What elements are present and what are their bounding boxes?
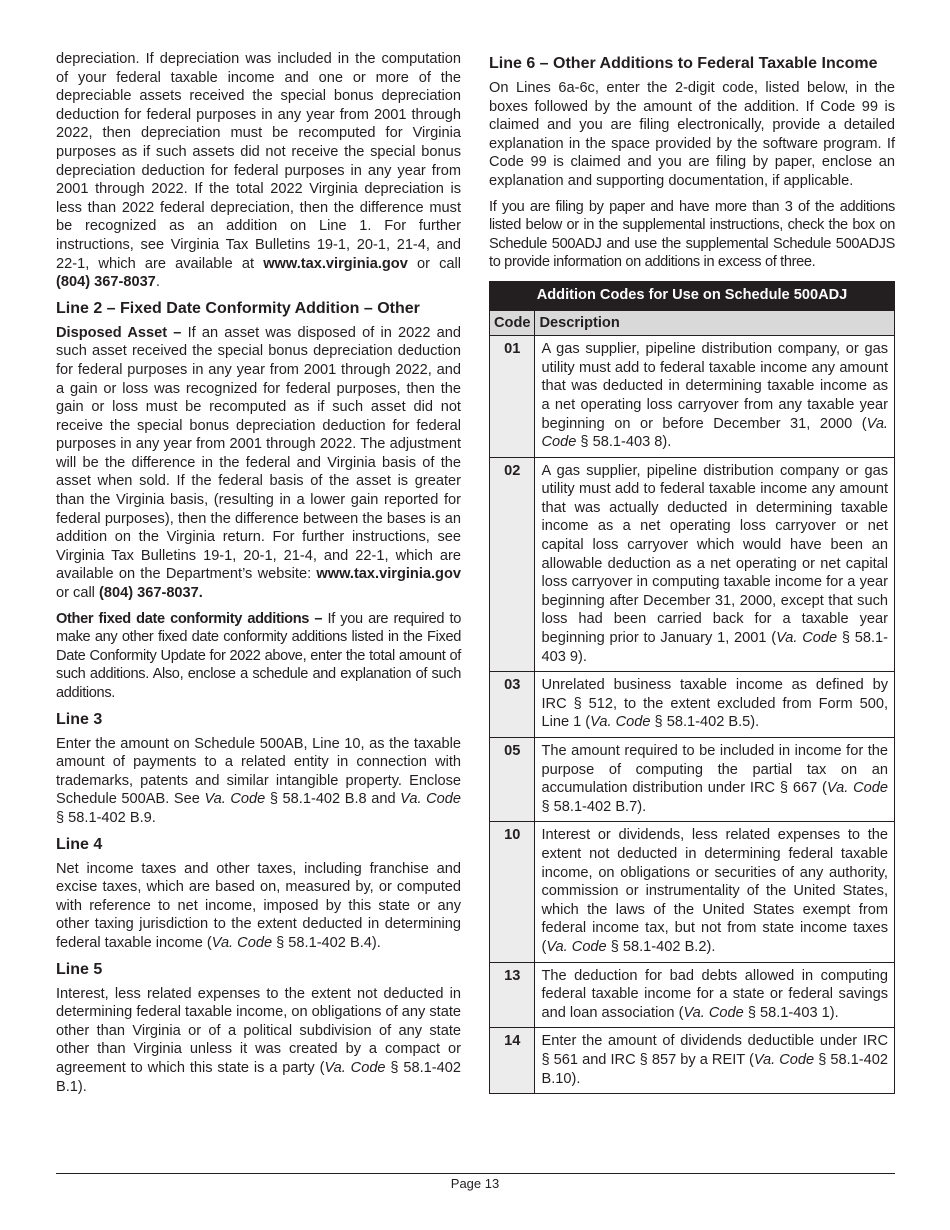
table-row [490,962,895,1028]
table-row [490,457,895,672]
addition-description: Unrelated business taxable income as defined by IRC § 512, to the extent excluded from Form 500, Line 1 (Va. Code § 58.1-402 B.5). [535,672,895,738]
addition-code: 13 [490,962,535,1028]
addition-description: A gas supplier, pipeline distribution company, or gas utility must add to federal taxable income any amount that was deducted in determining taxable income as a net operating loss carryover from any taxable year beginning on or before December 31, 2000 (Va. Code § 58.1-403 8). [535,336,895,458]
line6-heading: Line 6 – Other Additions to Federal Taxable Income [489,55,878,72]
line3-heading: Line 3 [56,710,103,728]
other-fixed-date-paragraph: Other fixed date conformity additions – If you are required to make any other fixed date conformity additions listed in the Fixed Date Conformity Update for 2022 above, enter the total amount of such additions. Also, enclose a schedule and explanation of such additions. [56,610,462,701]
table-caption: Addition Codes for Use on Schedule 500ADJ [490,281,895,310]
code-column-header: Code [490,310,535,336]
table-row [490,1028,895,1094]
line6-paper-filing-paragraph: If you are filing by paper and have more than 3 of the additions listed below or in the supplemental instructions, check the box on Schedule 500ADJ and use the supplemental Schedule 500ADJS to provide information on additions in excess of three. [489,198,895,271]
addition-description: Interest or dividends, less related expenses to the extent not deducted in determining federal taxable income, on obligations or securities of any authority, commission or instrumentality of the United States, which the laws of the United States exempt from federal income tax, but not from state income taxes (Va. Code § 58.1-402 B.2). [535,822,895,962]
addition-description: The deduction for bad debts allowed in computing federal taxable income for a state or federal savings and loan association (Va. Code § 58.1-403 1). [535,962,895,1028]
table-row [490,336,895,458]
table-row [490,672,895,738]
page-number: Page 13 [450,1176,500,1191]
addition-code: 05 [490,738,535,822]
addition-code: 14 [490,1028,535,1094]
addition-code: 10 [490,822,535,962]
table-body [490,310,895,1094]
addition-code: 03 [490,672,535,738]
line4-heading: Line 4 [56,835,103,853]
line2-heading: Line 2 – Fixed Date Conformity Addition – Other [56,299,420,317]
line3-paragraph: Enter the amount on Schedule 500AB, Line 10, as the taxable amount of payments to a related entity in connection with trademarks, patents and similar intangible property. Enclose Schedule 500AB. See Va. Code § 58.1-402 B.8 and Va. Code § 58.1-402 B.9. [56,735,462,826]
line6-instructions-paragraph: On Lines 6a-6c, enter the 2-digit code, listed below, in the boxes followed by the amount of the addition. If Code 99 is claimed and you are filing electronically, provide a detailed explanation in the space provided by the software program. If Code 99 is claimed and you are filing by paper, enclose an explanation and supporting documentation, if applicable. [489,80,895,189]
line4-paragraph: Net income taxes and other taxes, including franchise and excise taxes, which are based on, measured by, or computed with reference to net income, imposed by this state or any other taxing jurisdiction to the extent deducted in determining federal taxable income (Va. Code § 58.1-402 B.4). [56,860,461,951]
right-column [489,50,895,1094]
footer-divider [56,1173,895,1174]
addition-description: The amount required to be included in income for the purpose of computing the partial tax on an accumulation distribution under IRC § 667 (Va. Code § 58.1-402 B.7). [535,738,895,822]
table-row [490,738,895,822]
line5-paragraph: Interest, less related expenses to the extent not deducted in determining federal taxable income, on obligations of any state other than Virginia or of a political subdivision of any state other than Virginia unless it was created by a compact or agreement to which this state is a party (Va. Code § 58.1-402 B.1). [56,985,462,1095]
addition-description: A gas supplier, pipeline distribution company or gas utility must add to federal taxable income any amount that was actually deducted in determining taxable income as a net operating loss carryover or net capital loss carryover which would have been an allowable deduction as a net operating or net capital loss carryover in computing taxable income for a year beginning after December 31, 2000, except that such loss had been carried back for a taxable year beginning prior to January 1, 2001 (Va. Code § 58.1-403 9). [535,457,895,672]
line5-heading: Line 5 [56,960,103,978]
left-column [56,50,461,1103]
addition-code: 01 [490,336,535,458]
table-row [490,822,895,962]
description-column-header: Description [535,310,895,336]
addition-description: Enter the amount of dividends deductible under IRC § 561 and IRC § 857 by a REIT (Va. Code § 58.1-402 B.10). [535,1028,895,1094]
depreciation-paragraph: depreciation. If depreciation was included in the computation of your federal taxable income and one or more of the depreciable assets received the special bonus depreciation deduction for federal purposes in any year from 2001 through 2022, then depreciation must be recomputed for Virginia purposes as if such assets did not receive the special bonus depreciation deduction for federal purposes in any year from 2001 through 2022. If the total 2022 Virginia depreciation is less than 2022 federal depreciation, then the difference must be recognized as an addition on Line 1. For further instructions, see Virginia Tax Bulletins 19-1, 20-1, 21-4, and 22-1, which are available at www.tax.virginia.gov or call (804) 367-8037. [56,51,462,291]
disposed-asset-paragraph: Disposed Asset – If an asset was disposed of in 2022 and such asset received the special bonus depreciation deduction for federal purposes in any year from 2001 through 2022, and a gain or loss was recognized for federal purposes, then the gain or loss must be recomputed as if such asset did not receive the special bonus depreciation deduction for federal purposes in any year from 2001 through 2022. The adjustment will be the difference in the federal and Virginia basis of the asset when sold. If the federal basis of the asset is greater than the Virginia basis, (resulting in a lower gain reported for federal purposes), then the difference between the bases is an addition on the Virginia return. For further instructions, see Virginia Tax Bulletins 19-1, 20-1, 21-4, and 22-1, which are available on the Department’s website: www.tax.virginia.gov or call (804) 367-8037. [56,324,461,602]
addition-code: 02 [490,457,535,672]
addition-codes-table [489,281,895,1094]
table-header-row [490,310,895,336]
